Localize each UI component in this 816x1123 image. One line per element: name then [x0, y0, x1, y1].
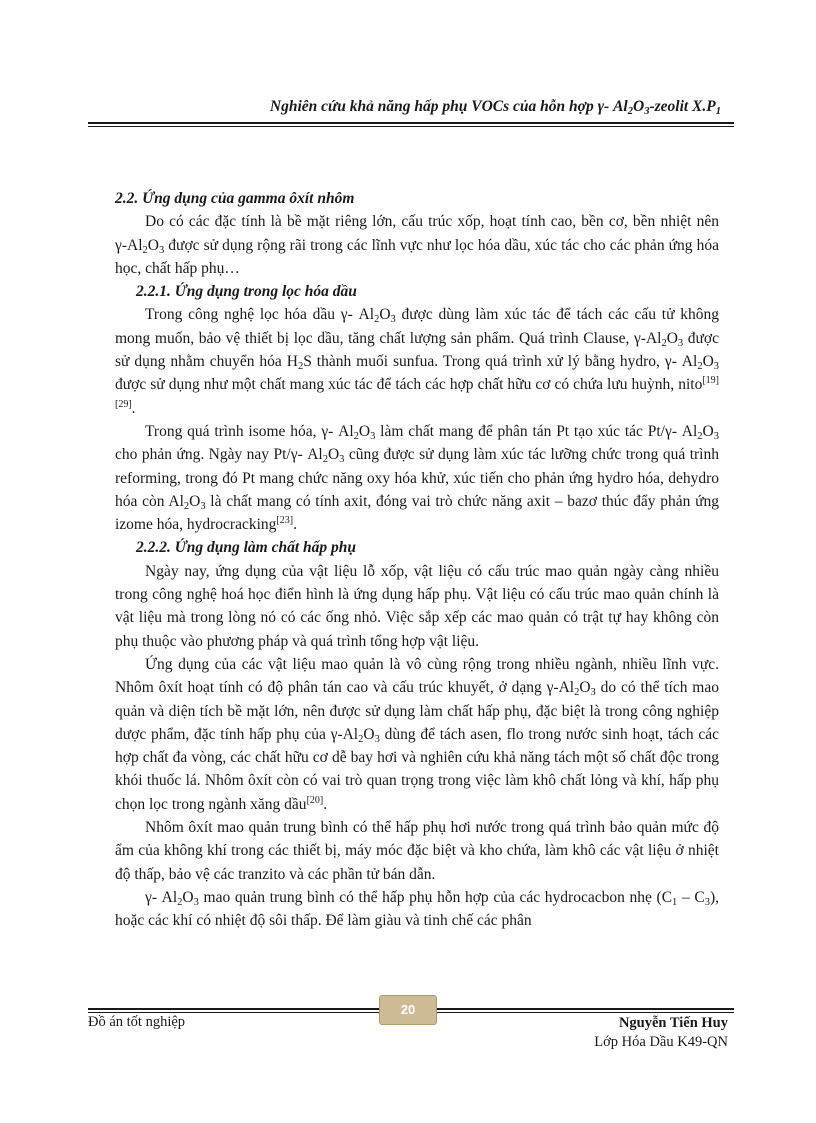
subscript: 1	[715, 106, 721, 117]
subscript: 3	[644, 106, 650, 117]
chemical-formula: γ- $Al_2O_3$	[664, 353, 720, 373]
chemical-formula: $Al_2O_3$	[168, 492, 206, 512]
citation: [19][29]	[115, 375, 719, 410]
refining-paragraph-2: Trong quá trình isome hóa, γ- $Al_2O_3$ làm chất mang để phân tán Pt tạo xúc tác Pt/γ- $Al_2O_3$ cho phản ứng. Ngày nay Pt/γ- $Al_2O_3$ cũng được sử dụng làm xúc tác lưỡng chức trong quá trình reforming, trong đó Pt mang chức năng oxy hóa khử, xúc tiến cho phản ứng hydro hóa, dehydro hóa còn $Al_2O_3$ là chất mang có tính axit, đóng vai trò chức năng axit – bazơ thúc đẩy phản ứng izome hóa, hydrocracking[23].	[115, 422, 719, 534]
citation: [23]	[276, 515, 294, 527]
page-number-badge: 20	[379, 995, 437, 1025]
adsorbent-paragraph-4: γ- $Al_2O_3$ mao quản trung bình có thể hấp phụ hỗn hợp của các hydrocacbon nhẹ $(C_1 - C_3)$, hoặc các khí có nhiệt độ sôi thấp. Để làm giàu và tinh chế các phân	[115, 888, 719, 930]
header-text: O	[632, 98, 645, 115]
section-heading: 2.2. Ứng dụng của gamma ôxít nhôm	[115, 190, 355, 207]
header-text: -zeolit X.P	[649, 98, 716, 115]
chemical-formula: $\gamma-Al_2O_3$	[330, 725, 380, 745]
footer-author-block	[594, 1014, 728, 1052]
chemical-formula: γ- $Al_2O_3$	[321, 422, 376, 442]
page-content	[115, 187, 719, 933]
adsorbent-paragraph-2: Ứng dụng của các vật liệu mao quản là vô cùng rộng trong nhiều ngành, nhiều lĩnh vực. Nhôm ôxít hoạt tính có độ phân tán cao và cấu trúc khuyết, ở dạng $\gamma-Al_2O_3$ do có thể tích mao quản và diện tích bề mặt lớn, nên được sử dụng làm chất hấp phụ, đặc biệt là trong công nghiệp dược phẩm, đặc tính hấp phụ của $\gamma-Al_2O_3$ dùng để tách asen, flo trong nước sinh hoạt, tách các hợp chất đa vòng, các chất hữu cơ dễ bay hơi và nghiên cứu khả năng tách một số chất độc trong khói thuốc lá. Nhôm ôxít còn có vai trò quan trọng trong việc làm khô chất lỏng và khí, hấp phụ chọn lọc trong ngành xăng dầu[20].	[115, 655, 719, 813]
refining-paragraph-1: Trong công nghệ lọc hóa dầu γ- $Al_2O_3$ được dùng làm xúc tác để tách các cấu tử không mong muốn, bảo vệ thiết bị lọc dầu, tăng chất lượng sản phẩm. Quá trình Clause, $\gamma-Al_2O_3$ được sử dụng nhằm chuyển hóa $H_2S$ thành muối sunfua. Trong quá trình xử lý bằng hydro, γ- $Al_2O_3$ được sử dụng như một chất mang xúc tác để tách các hợp chất hữu cơ có chứa lưu huỳnh, nito[19][29].	[115, 306, 720, 417]
chemical-formula: Pt/γ- $Al_2O_3$	[273, 446, 345, 466]
chemical-formula: $\gamma-Al_2O_3$	[115, 236, 165, 256]
section-intro-paragraph: Do có các đặc tính là bề mặt riêng lớn, cấu trúc xốp, hoạt tính cao, bền cơ, bền nhiệt nên $\gamma-Al_2O_3$ được sử dụng rộng rãi trong các lĩnh vực như lọc hóa dầu, xúc tác cho các phản ứng hóa học, chất hấp phụ…	[115, 213, 719, 277]
chemical-formula: $\gamma-Al_2O_3$	[633, 329, 684, 349]
footer-document-type: Đồ án tốt nghiệp	[88, 1014, 186, 1030]
footer-class: Lớp Hóa Dầu K49-QN	[594, 1034, 728, 1050]
subsection-heading-refining: 2.2.1. Ứng dụng trong lọc hóa dầu	[136, 283, 357, 301]
chemical-formula: Pt/γ- $Al_2O_3$	[647, 422, 719, 442]
footer-author: Nguyễn Tiến Huy	[618, 1015, 728, 1031]
adsorbent-paragraph-1: Ngày nay, ứng dụng của vật liệu lỗ xốp, vật liệu có cấu trúc mao quản ngày càng nhiều trong công nghệ hoá học điển hình là ứng dụng hấp phụ. Vật liệu có cấu trúc mao quản chính là vật liệu mà trong lòng nó có các ống nhỏ. Việc sắp xếp các mao quản có trật tự hay không còn phụ thuộc vào phương pháp và quá trình tổng hợp vật liệu.	[115, 562, 719, 650]
citation: [20]	[306, 794, 324, 806]
header-text: Nghiên cứu khả năng hấp phụ VOCs của hỗn hợp γ- Al	[269, 98, 628, 115]
running-header-title	[270, 98, 721, 116]
subsection-heading-adsorbent: 2.2.2. Ứng dụng làm chất hấp phụ	[136, 539, 357, 557]
chemical-formula: γ- $Al_2O_3$	[340, 306, 396, 326]
adsorbent-paragraph-3: Nhôm ôxít mao quản trung bình có thể hấp phụ hơi nước trong quá trình bảo quản mức độ ẩm của không khí trong các thiết bị, máy móc đặc biệt và kho chứa, làm khô các vật liệu ở nhiệt độ thấp, bảo vệ các tranzito và các phần tử bán dẫn.	[115, 819, 719, 883]
chemical-formula: $\gamma-Al_2O_3$	[546, 679, 596, 699]
header-rule	[88, 122, 734, 124]
header-rule-thin	[88, 126, 734, 127]
subscript: 2	[627, 106, 633, 117]
chemical-formula: γ- $Al_2O_3$	[145, 888, 199, 908]
